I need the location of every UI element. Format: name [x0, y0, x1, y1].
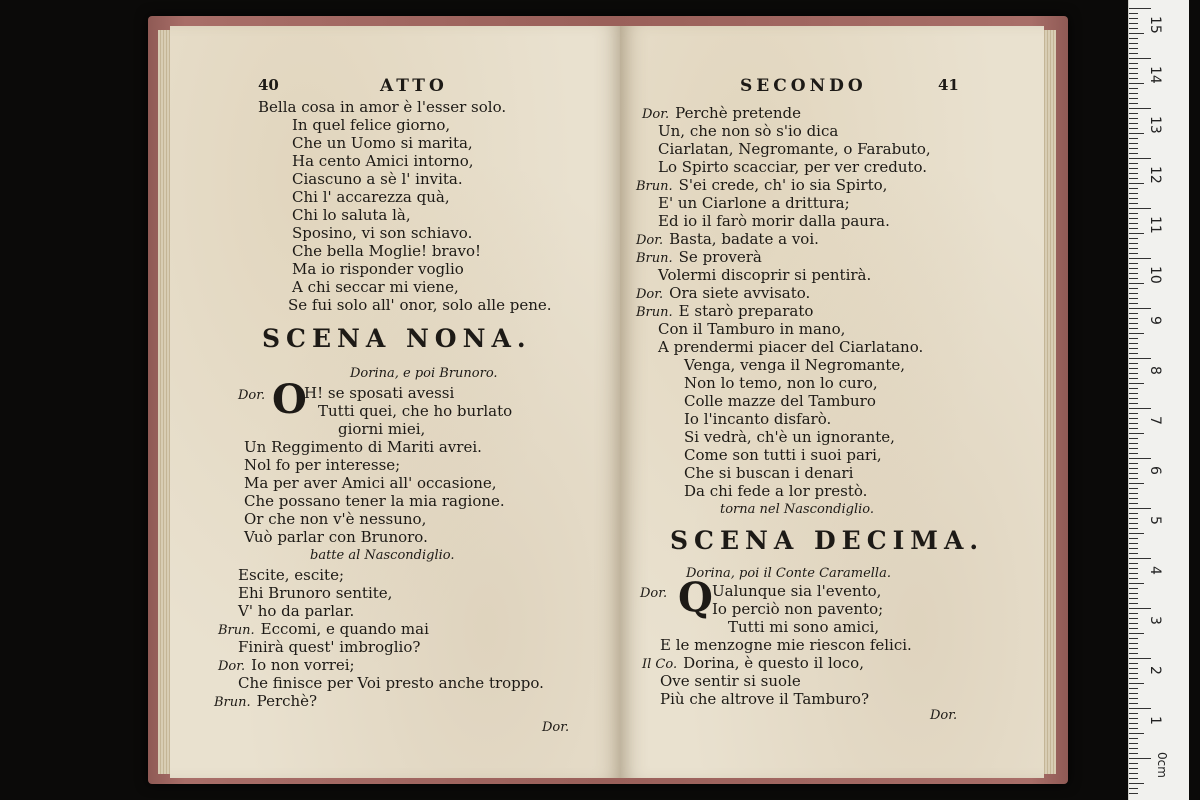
ruler-tick	[1129, 43, 1138, 44]
ruler-tick	[1129, 588, 1138, 589]
ruler-tick	[1129, 148, 1138, 149]
dialogue-text: Finirà quest' imbroglio?	[238, 638, 421, 656]
dialogue-text: Perchè?	[256, 692, 318, 710]
ruler-number: 4	[1147, 566, 1163, 575]
ruler-number: 14	[1147, 66, 1163, 84]
dialogue-line	[658, 266, 871, 284]
ruler-tick	[1129, 328, 1138, 329]
ruler-tick	[1129, 463, 1138, 464]
ruler-tick	[1129, 648, 1138, 649]
verse-line: Vuò parlar con Brunoro.	[244, 528, 428, 546]
ruler-tick	[1129, 308, 1151, 309]
ruler-tick	[1129, 343, 1138, 344]
dialogue-line	[658, 212, 890, 230]
ruler-tick	[1129, 533, 1144, 534]
verse-line: Nol fo per interesse;	[244, 456, 401, 474]
verse-line: Tutti mi sono amici,	[728, 618, 880, 636]
ruler-tick	[1129, 578, 1138, 579]
ruler-tick	[1129, 708, 1151, 709]
ruler-tick	[1129, 638, 1138, 639]
stage-direction: batte al Nascondiglio.	[310, 548, 455, 563]
ruler-tick	[1129, 418, 1138, 419]
aria-line: Colle mazze del Tamburo	[684, 392, 876, 410]
ruler-tick	[1129, 738, 1138, 739]
ruler-tick	[1129, 98, 1138, 99]
ruler-number: 15	[1147, 16, 1163, 34]
ruler-tick	[1129, 473, 1138, 474]
verse-line: Che bella Moglie! bravo!	[292, 242, 482, 260]
ruler-tick	[1129, 293, 1138, 294]
ruler-tick	[1129, 383, 1144, 384]
ruler-tick	[1129, 758, 1151, 759]
ruler-tick	[1129, 223, 1138, 224]
ruler-tick	[1129, 553, 1138, 554]
ruler-tick	[1129, 673, 1138, 674]
ruler-tick	[1129, 538, 1138, 539]
dialogue-text: A prendermi piacer del Ciarlatano.	[658, 338, 924, 356]
ruler-tick	[1129, 563, 1138, 564]
aria-line: Da chi fede a lor prestò.	[684, 482, 868, 500]
ruler-unit: 0cm	[1155, 752, 1169, 778]
dialogue-text: E starò preparato	[678, 302, 814, 320]
aria-line: Che si buscan i denari	[684, 464, 854, 482]
dialogue-text: E' un Ciarlone a drittura;	[658, 194, 850, 212]
ruler-tick	[1129, 643, 1138, 644]
verse-line: Or che non v'è nessuno,	[244, 510, 427, 528]
dialogue-line	[660, 690, 869, 708]
ruler-tick	[1129, 338, 1138, 339]
ruler-tick	[1129, 398, 1138, 399]
verse-line: Ha cento Amici intorno,	[292, 152, 474, 170]
ruler-tick	[1129, 408, 1151, 409]
dialogue-text: Lo Spirto scacciar, per ver creduto.	[658, 158, 928, 176]
ruler-tick	[1129, 193, 1138, 194]
ruler-tick	[1129, 228, 1138, 229]
ruler-tick	[1129, 18, 1138, 19]
ruler-tick	[1129, 188, 1138, 189]
aria-line: Venga, venga il Negromante,	[684, 356, 906, 374]
ruler-tick	[1129, 23, 1138, 24]
dialogue-text: Ed io il farò morir dalla paura.	[658, 212, 890, 230]
verse-line: In quel felice giorno,	[292, 116, 451, 134]
ruler-tick	[1129, 118, 1138, 119]
verse-line: Che un Uomo si marita,	[292, 134, 473, 152]
left-page	[170, 26, 623, 778]
verse-line: giorni miei,	[338, 420, 426, 438]
ruler-tick	[1129, 753, 1138, 754]
ruler-tick	[1129, 513, 1138, 514]
ruler-tick	[1129, 573, 1138, 574]
ruler-tick	[1129, 348, 1138, 349]
ruler-tick	[1129, 483, 1144, 484]
ruler-tick	[1129, 618, 1138, 619]
ruler-tick	[1129, 668, 1138, 669]
verse-line: V' ho da parlar.	[238, 602, 355, 620]
ruler-tick	[1129, 433, 1144, 434]
dialogue-line	[636, 284, 810, 304]
verse-line: Un Reggimento di Mariti avrei.	[244, 438, 482, 456]
ruler-tick	[1129, 388, 1138, 389]
ruler-tick	[1129, 133, 1144, 134]
ruler-number: 3	[1147, 616, 1163, 625]
ruler-number: 7	[1147, 416, 1163, 425]
ruler-number: 12	[1147, 166, 1163, 184]
dialogue-line	[658, 338, 923, 356]
page-number: 40	[258, 76, 279, 94]
ruler-tick	[1129, 88, 1138, 89]
dialogue-line	[658, 140, 931, 158]
speaker-label: Brun.	[218, 623, 255, 638]
ruler-tick	[1129, 368, 1138, 369]
verse-line: Tutti quei, che ho burlato	[318, 402, 513, 420]
dialogue-line	[218, 656, 355, 676]
ruler-tick	[1129, 173, 1138, 174]
catchword: Dor.	[930, 708, 958, 723]
dialogue-line	[642, 104, 801, 124]
aria-line: Io l'incanto disfarò.	[684, 410, 832, 428]
ruler-tick	[1129, 733, 1144, 734]
ruler-tick	[1129, 568, 1138, 569]
stage-direction: torna nel Nascondiglio.	[720, 502, 875, 517]
ruler-tick	[1129, 518, 1138, 519]
ruler-tick	[1129, 628, 1138, 629]
ruler-tick	[1129, 298, 1138, 299]
verse-line: Chi lo saluta là,	[292, 206, 411, 224]
ruler-tick	[1129, 768, 1138, 769]
speaker-label: Dor.	[640, 586, 668, 601]
ruler-tick	[1129, 613, 1138, 614]
ruler-tick	[1129, 598, 1138, 599]
speaker-label: Dor.	[636, 233, 664, 248]
verse-line: E le menzogne mie riescon felici.	[660, 636, 912, 654]
ruler-tick	[1129, 303, 1138, 304]
verse-line: Che possano tener la mia ragione.	[244, 492, 505, 510]
ruler-tick	[1129, 658, 1151, 659]
ruler-tick	[1129, 203, 1138, 204]
dialogue-line	[658, 194, 850, 212]
dialogue-text: Che finisce per Voi presto anche troppo.	[238, 674, 544, 692]
dialogue-text: Con il Tamburo in mano,	[658, 320, 846, 338]
ruler-tick	[1129, 743, 1138, 744]
ruler-tick	[1129, 253, 1138, 254]
dialogue-line	[660, 672, 801, 690]
ruler-number: 10	[1147, 266, 1163, 284]
scene-title: SCENA DECIMA.	[670, 526, 985, 555]
ruler-tick	[1129, 168, 1138, 169]
ruler-number: 5	[1147, 516, 1163, 525]
ruler-tick	[1129, 703, 1138, 704]
ruler-tick	[1129, 128, 1138, 129]
ruler-tick	[1129, 163, 1138, 164]
stage-direction: Dorina, poi il Conte Caramella.	[686, 566, 891, 581]
drop-capital: Q	[678, 574, 713, 621]
ruler-tick	[1129, 458, 1151, 459]
verse-line: Ma per aver Amici all' occasione,	[244, 474, 497, 492]
ruler-tick	[1129, 28, 1138, 29]
dialogue-text: Ora siete avvisato.	[669, 284, 811, 302]
ruler-tick	[1129, 478, 1138, 479]
ruler-number: 13	[1147, 116, 1163, 134]
page-edges-right	[1042, 30, 1056, 774]
dialogue-line	[636, 176, 887, 196]
ruler-tick	[1129, 773, 1138, 774]
ruler-tick	[1129, 523, 1138, 524]
ruler-tick	[1129, 153, 1138, 154]
speaker-label: Dor.	[642, 107, 670, 122]
ruler-tick	[1129, 663, 1138, 664]
dialogue-line	[658, 320, 845, 338]
ruler-tick	[1129, 358, 1151, 359]
dialogue-line	[238, 638, 420, 656]
dialogue-text: Dorina, è questo il loco,	[683, 654, 864, 672]
ruler-number: 9	[1147, 316, 1163, 325]
verse-line: Ma io risponder voglio	[292, 260, 464, 278]
ruler-tick	[1129, 783, 1144, 784]
ruler-number: 11	[1147, 216, 1163, 234]
dialogue-text: Ciarlatan, Negromante, o Farabuto,	[658, 140, 931, 158]
ruler-tick	[1129, 243, 1138, 244]
ruler-tick	[1129, 763, 1138, 764]
dialogue-text: Eccomi, e quando mai	[260, 620, 429, 638]
ruler-number: 2	[1147, 666, 1163, 675]
verse-line: H! se sposati avessi	[304, 384, 455, 402]
dialogue-line	[658, 158, 927, 176]
ruler-tick	[1129, 208, 1151, 209]
ruler-tick	[1129, 548, 1138, 549]
ruler-tick	[1129, 333, 1144, 334]
verse-line: Ciascuno a sè l' invita.	[292, 170, 463, 188]
ruler-tick	[1129, 508, 1151, 509]
running-header: ATTO	[380, 76, 448, 96]
dialogue-line	[218, 620, 429, 640]
ruler-tick	[1129, 488, 1138, 489]
ruler-tick	[1129, 623, 1138, 624]
ruler-tick	[1129, 723, 1138, 724]
ruler-tick	[1129, 688, 1138, 689]
ruler-tick	[1129, 378, 1138, 379]
dialogue-text: Più che altrove il Tamburo?	[660, 690, 869, 708]
ruler-tick	[1129, 248, 1138, 249]
ruler-tick	[1129, 713, 1138, 714]
ruler-tick	[1129, 443, 1138, 444]
ruler-number: 1	[1147, 716, 1163, 725]
ruler-tick	[1129, 528, 1138, 529]
ruler-tick	[1129, 238, 1138, 239]
ruler-tick	[1129, 8, 1151, 9]
ruler-tick	[1129, 653, 1138, 654]
dialogue-text: Un, che non sò s'io dica	[658, 122, 839, 140]
ruler-tick	[1129, 363, 1138, 364]
ruler-tick	[1129, 268, 1138, 269]
aria-line: Come son tutti i suoi pari,	[684, 446, 882, 464]
ruler-tick	[1129, 103, 1138, 104]
ruler-tick	[1129, 198, 1138, 199]
ruler-tick	[1129, 503, 1138, 504]
ruler-tick	[1129, 233, 1144, 234]
ruler-tick	[1129, 603, 1138, 604]
ruler-tick	[1129, 373, 1138, 374]
ruler-tick	[1129, 323, 1138, 324]
ruler-tick	[1129, 278, 1138, 279]
dialogue-line	[642, 654, 864, 674]
ruler-tick	[1129, 58, 1151, 59]
ruler-tick	[1129, 728, 1138, 729]
ruler-tick	[1129, 493, 1138, 494]
dialogue-text: Perchè pretende	[675, 104, 802, 122]
ruler-tick	[1129, 748, 1138, 749]
ruler-tick	[1129, 393, 1138, 394]
dialogue-line	[636, 302, 813, 322]
ruler-tick	[1129, 543, 1138, 544]
speaker-label: Il Co.	[642, 657, 678, 672]
speaker-label: Dor.	[636, 287, 664, 302]
dialogue-text: Volermi discoprir si pentirà.	[658, 266, 872, 284]
ruler-tick	[1129, 353, 1138, 354]
ruler-tick	[1129, 318, 1138, 319]
ruler-tick	[1129, 778, 1138, 779]
book-spread	[148, 16, 1068, 784]
ruler-tick	[1129, 453, 1138, 454]
ruler-tick	[1129, 423, 1138, 424]
ruler-tick	[1129, 468, 1138, 469]
ruler-number: 8	[1147, 366, 1163, 375]
aria-line: Non lo temo, non lo curo,	[684, 374, 878, 392]
ruler-tick	[1129, 413, 1138, 414]
verse-line: Se fui solo all' onor, solo alle pene.	[288, 296, 552, 314]
ruler-tick	[1129, 583, 1144, 584]
dialogue-text: S'ei crede, ch' io sia Spirto,	[678, 176, 888, 194]
ruler-tick	[1129, 218, 1138, 219]
scene-title: SCENA NONA.	[262, 324, 532, 353]
right-page	[620, 26, 1044, 778]
ruler-tick	[1129, 718, 1138, 719]
verse-line: Ualunque sia l'evento,	[712, 582, 882, 600]
verse-line: Sposino, vi son schiavo.	[292, 224, 473, 242]
catchword: Dor.	[542, 720, 570, 735]
ruler-tick	[1129, 438, 1138, 439]
running-header: SECONDO	[740, 76, 867, 96]
verse-line: Chi l' accarezza quà,	[292, 188, 450, 206]
ruler-tick	[1129, 593, 1138, 594]
verse-line: Bella cosa in amor è l'esser solo.	[258, 98, 507, 116]
verse-line: Ehi Brunoro sentite,	[238, 584, 393, 602]
verse-line: Escite, escite;	[238, 566, 345, 584]
verse-line: A chi seccar mi viene,	[292, 278, 459, 296]
ruler-tick	[1129, 788, 1138, 789]
drop-capital: O	[272, 376, 307, 423]
dialogue-line	[214, 692, 317, 712]
ruler-tick	[1129, 63, 1138, 64]
ruler-number: 6	[1147, 466, 1163, 475]
ruler-tick	[1129, 288, 1138, 289]
ruler-tick	[1129, 283, 1144, 284]
ruler-tick	[1129, 498, 1138, 499]
ruler-tick	[1129, 113, 1138, 114]
ruler-tick	[1129, 108, 1151, 109]
ruler-tick	[1129, 123, 1138, 124]
ruler-tick	[1129, 83, 1144, 84]
ruler-tick	[1129, 448, 1138, 449]
ruler-tick	[1129, 633, 1144, 634]
measuring-ruler	[1128, 0, 1189, 800]
ruler-tick	[1129, 38, 1138, 39]
ruler-tick	[1129, 403, 1138, 404]
ruler-tick	[1129, 73, 1138, 74]
stage-direction: Dorina, e poi Brunoro.	[350, 366, 498, 381]
ruler-tick	[1129, 793, 1138, 794]
ruler-tick	[1129, 48, 1138, 49]
ruler-tick	[1129, 33, 1144, 34]
ruler-tick	[1129, 273, 1138, 274]
ruler-tick	[1129, 608, 1151, 609]
ruler-tick	[1129, 53, 1138, 54]
speaker-label: Dor.	[218, 659, 246, 674]
ruler-tick	[1129, 683, 1144, 684]
verse-line: Io perciò non pavento;	[712, 600, 884, 618]
page-number: 41	[938, 76, 959, 94]
dialogue-line	[636, 230, 819, 250]
ruler-tick	[1129, 13, 1138, 14]
dialogue-line	[658, 122, 838, 140]
ruler-tick	[1129, 183, 1144, 184]
dialogue-text: Basta, badate a voi.	[669, 230, 819, 248]
speaker-label: Brun.	[636, 251, 673, 266]
ruler-tick	[1129, 263, 1138, 264]
aria-line: Si vedrà, ch'è un ignorante,	[684, 428, 895, 446]
speaker-label: Brun.	[636, 305, 673, 320]
ruler-tick	[1129, 138, 1138, 139]
ruler-tick	[1129, 678, 1138, 679]
dialogue-line	[238, 674, 544, 692]
ruler-tick	[1129, 258, 1151, 259]
speaker-label: Brun.	[636, 179, 673, 194]
dialogue-line	[636, 248, 762, 268]
speaker-label: Dor.	[238, 388, 266, 403]
dialogue-text: Io non vorrei;	[251, 656, 355, 674]
speaker-label: Brun.	[214, 695, 251, 710]
ruler-tick	[1129, 93, 1138, 94]
ruler-tick	[1129, 68, 1138, 69]
ruler-tick	[1129, 698, 1138, 699]
dialogue-text: Ove sentir si suole	[660, 672, 801, 690]
ruler-tick	[1129, 693, 1138, 694]
ruler-tick	[1129, 213, 1138, 214]
ruler-tick	[1129, 558, 1151, 559]
ruler-tick	[1129, 428, 1138, 429]
dialogue-text: Se proverà	[678, 248, 762, 266]
ruler-tick	[1129, 178, 1138, 179]
ruler-tick	[1129, 143, 1138, 144]
ruler-tick	[1129, 158, 1151, 159]
ruler-tick	[1129, 78, 1138, 79]
ruler-tick	[1129, 313, 1138, 314]
